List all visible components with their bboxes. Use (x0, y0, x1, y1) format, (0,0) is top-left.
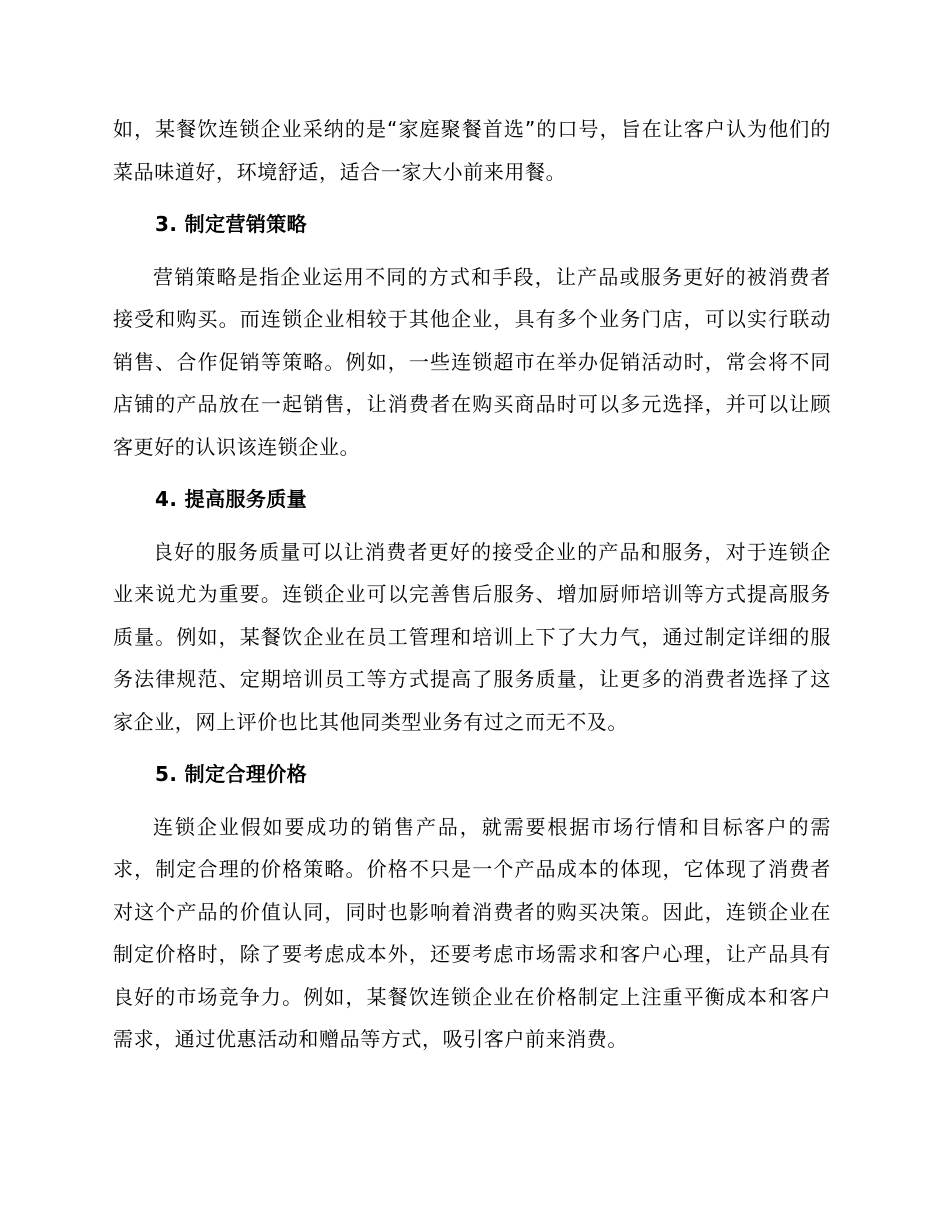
document-body (113, 108, 831, 1061)
paragraph-pricing: 连锁企业假如要成功的销售产品，就需要根据市场行情和目标客户的需求，制定合理的价格策略。价格不只是一个产品成本的体现，它体现了消费者对这个产品的价值认同，同时也影响着消费者的购买决策。因此，连锁企业在制定价格时，除了要考虑成本外，还要考虑市场需求和客户心理，让产品具有良好的市场竞争力。例如，某餐饮连锁企业在价格制定上注重平衡成本和客户需求，通过优惠活动和赠品等方式，吸引客户前来消费。 (113, 814, 831, 1051)
section-heading-pricing: 5. 制定合理价格 (155, 762, 308, 786)
section-heading-service-quality: 4. 提高服务质量 (155, 487, 308, 511)
paragraph-service-quality: 良好的服务质量可以让消费者更好的接受企业的产品和服务，对于连锁企业来说尤为重要。连锁企业可以完善售后服务、增加厨师培训等方式提高服务质量。例如，某餐饮企业在员工管理和培训上下了大力气，通过制定详细的服务法律规范、定期培训员工等方式提高了服务质量，让更多的消费者选择了这家企业，网上评价也比其他同类型业务有过之而无不及。 (113, 539, 831, 734)
paragraph-intro-continuation: 如，某餐饮连锁企业采纳的是“家庭聚餐首选”的口号，旨在让客户认为他们的菜品味道好，环境舒适，适合一家大小前来用餐。 (113, 117, 831, 184)
paragraph-marketing-strategy: 营销策略是指企业运用不同的方式和手段，让产品或服务更好的被消费者接受和购买。而连锁企业相较于其他企业，具有多个业务门店，可以实行联动销售、合作促销等策略。例如，一些连锁超市在举办促销活动时，常会将不同店铺的产品放在一起销售，让消费者在购买商品时可以多元选择，并可以让顾客更好的认识该连锁企业。 (113, 264, 831, 459)
section-heading-marketing-strategy: 3. 制定营销策略 (155, 212, 308, 236)
